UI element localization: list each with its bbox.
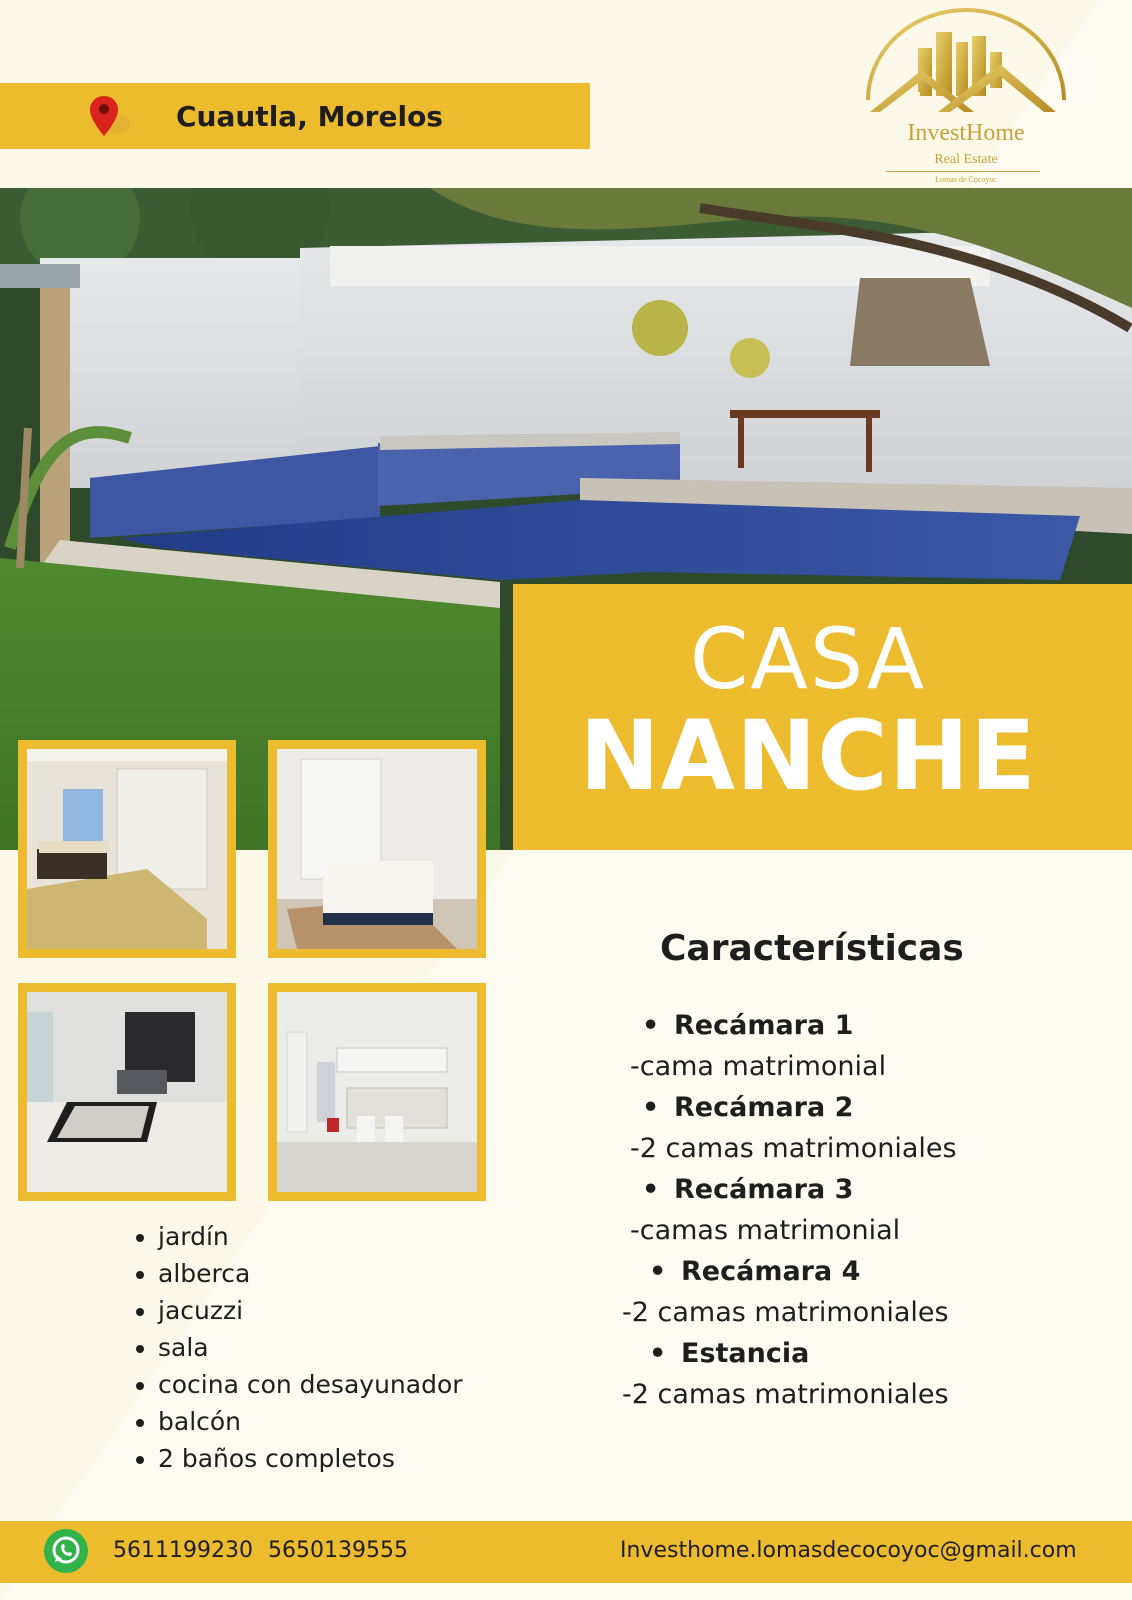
logo-subtitle: Real Estate: [934, 152, 998, 167]
email-address[interactable]: Investhome.lomasdecocoyoc@gmail.com: [620, 1538, 1077, 1563]
whatsapp-icon[interactable]: [43, 1528, 89, 1574]
location-label: Cuautla, Morelos: [176, 100, 443, 133]
amenity-item: • jacuzzi: [158, 1292, 478, 1329]
room-name: • Recámara 4: [681, 1256, 860, 1287]
amenity-item: • sala: [158, 1329, 478, 1366]
amenity-item: • cocina con desayunador: [158, 1366, 478, 1403]
room-name: • Recámara 1: [674, 1010, 853, 1041]
phone-number-1[interactable]: 5611199230: [113, 1538, 253, 1563]
room-name: • Recámara 2: [674, 1092, 853, 1123]
room-detail: -2 camas matrimoniales: [622, 1379, 949, 1410]
logo-name: InvestHome: [907, 120, 1025, 146]
amenity-item: • balcón: [158, 1403, 478, 1440]
room-detail: -2 camas matrimoniales: [630, 1133, 957, 1164]
map-pin-icon: [88, 94, 132, 140]
photo-bedroom-2: [268, 740, 486, 958]
room-name: • Recámara 3: [674, 1174, 853, 1205]
logo-tagline: Lomas de Cocoyoc: [935, 175, 997, 184]
room-detail: -cama matrimonial: [630, 1051, 887, 1082]
photo-bedroom-1: [18, 740, 236, 958]
amenity-item: • 2 baños completos: [158, 1440, 478, 1477]
title-line-name: NANCHE: [579, 700, 1037, 812]
room-detail: -2 camas matrimoniales: [622, 1297, 949, 1328]
photo-kitchen: [268, 983, 486, 1201]
phone-number-2[interactable]: 5650139555: [268, 1538, 408, 1563]
room-detail: -camas matrimonial: [630, 1215, 901, 1246]
logo-divider: [886, 171, 1040, 172]
characteristics-heading: Características: [660, 928, 964, 969]
photo-living-room: [18, 983, 236, 1201]
amenity-item: • jardín: [158, 1218, 478, 1255]
room-name: • Estancia: [681, 1338, 809, 1369]
amenity-item: • alberca: [158, 1255, 478, 1292]
title-line-casa: CASA: [689, 610, 927, 708]
amenities-list: [130, 1218, 478, 1477]
